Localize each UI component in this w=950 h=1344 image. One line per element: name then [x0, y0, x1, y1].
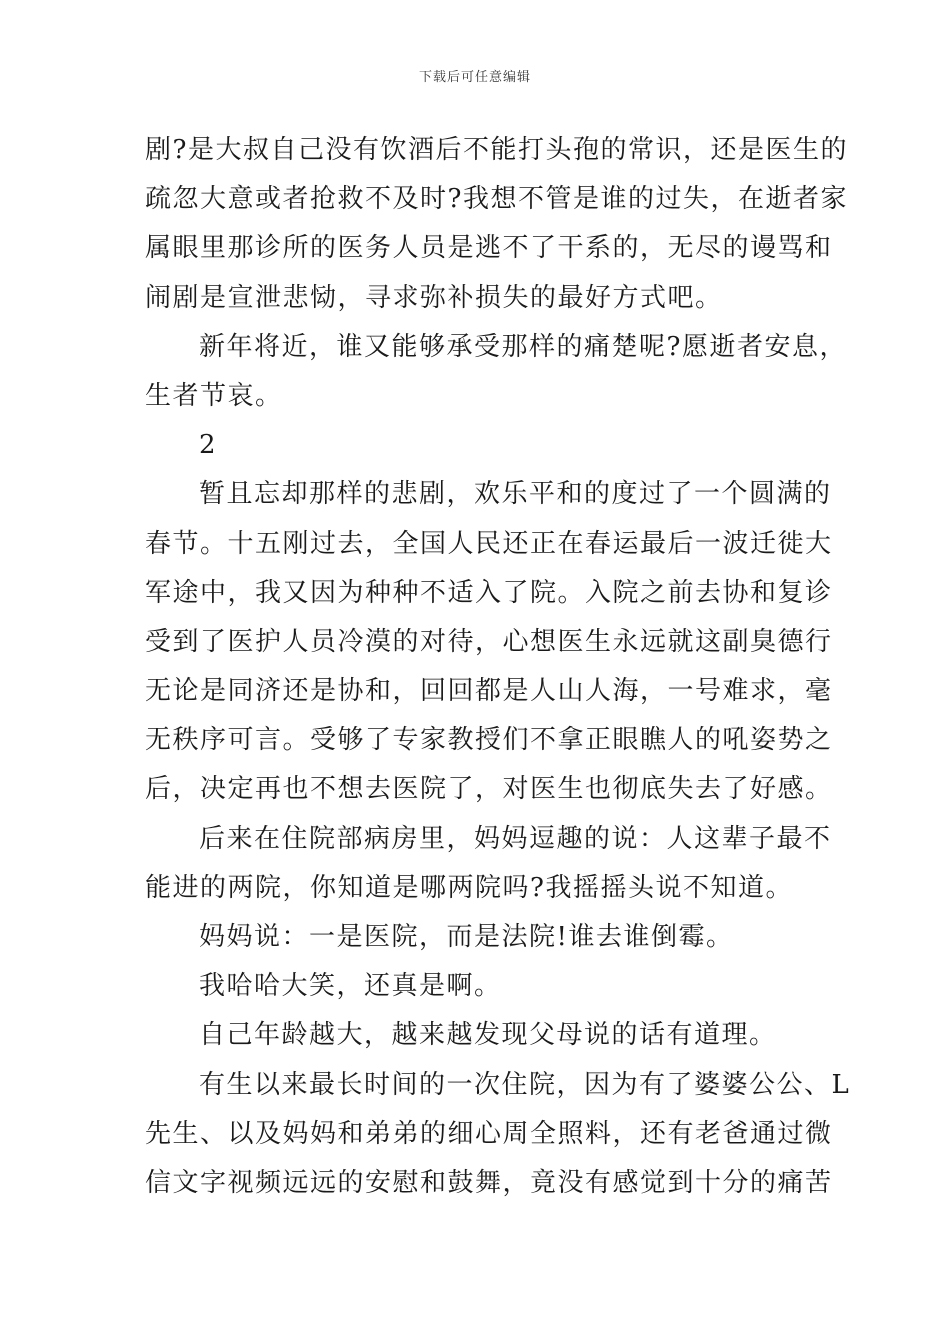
text-line: 暂且忘却那样的悲剧，欢乐平和的度过了一个圆满的 [199, 479, 832, 510]
page-header: 下载后可任意编辑 [418, 70, 531, 85]
text-line: 春节。十五刚过去，全国人民还正在春运最后一波迁徙大 [145, 528, 833, 559]
text-line: 后来在住院部病房里，妈妈逗趣的说：人这辈子最不 [199, 823, 832, 854]
text-line: 闹剧是宣泄悲恸，寻求弥补损失的最好方式吧。 [145, 282, 723, 313]
text-line: 无论是同济还是协和，回回都是人山人海，一号难求，毫 [145, 676, 833, 707]
text-line: 疏忽大意或者抢救不及时?我想不管是谁的过失，在逝者家 [145, 184, 848, 215]
text-line: 无秩序可言。受够了专家教授们不拿正眼瞧人的吼姿势之 [145, 725, 833, 756]
text-line: 生者节哀。 [145, 380, 283, 411]
document-body [145, 126, 851, 1208]
section-number: 2 [199, 430, 218, 461]
text-line: 属眼里那诊所的医务人员是逃不了干系的，无尽的谩骂和 [145, 233, 833, 264]
text-line: 自己年龄越大，越来越发现父母说的话有道理。 [199, 1020, 777, 1051]
text-line: 信文字视频远远的安慰和鼓舞，竟没有感觉到十分的痛苦 [145, 1167, 833, 1198]
text-line: 先生、以及妈妈和弟弟的细心周全照料，还有老爸通过微 [145, 1118, 833, 1149]
text-line: 军途中，我又因为种种不适入了院。入院之前去协和复诊 [145, 577, 833, 608]
text-line: 有生以来最长时间的一次住院，因为有了婆婆公公、L [199, 1069, 851, 1100]
text-line: 能进的两院，你知道是哪两院吗?我摇摇头说不知道。 [145, 872, 793, 903]
text-line: 新年将近，谁又能够承受那样的痛楚呢?愿逝者安息， [199, 331, 847, 362]
text-line: 剧?是大叔自己没有饮酒后不能打头孢的常识，还是医生的 [145, 135, 848, 165]
text-line: 妈妈说：一是医院，而是法院!谁去谁倒霉。 [199, 922, 734, 952]
text-line: 受到了医护人员冷漠的对待，心想医生永远就这副臭德行 [145, 626, 833, 657]
text-line: 后，决定再也不想去医院了，对医生也彻底失去了好感。 [145, 774, 833, 805]
text-line: 我哈哈大笑，还真是啊。 [199, 971, 502, 1002]
